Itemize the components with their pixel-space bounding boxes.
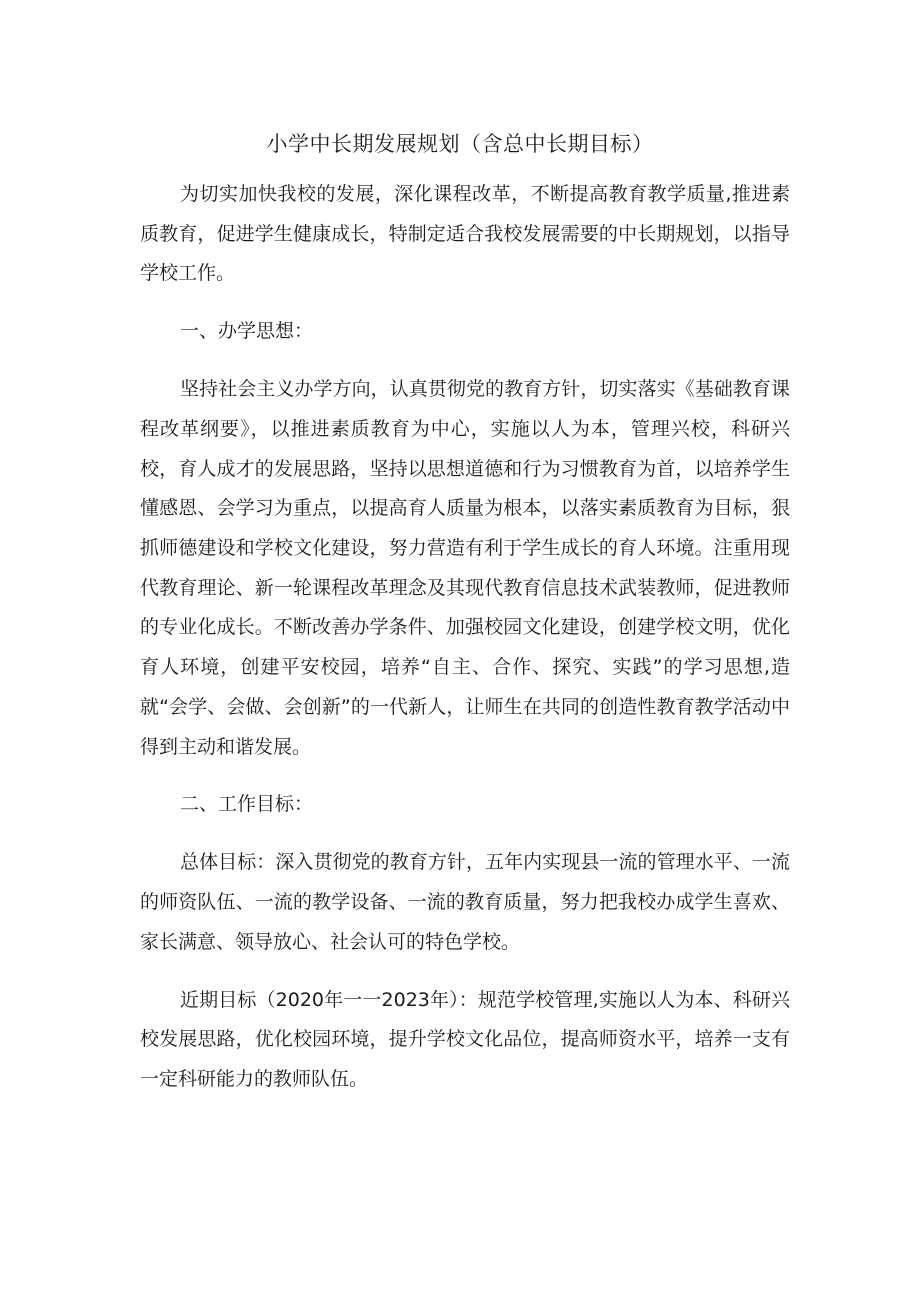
intro-paragraph: 为切实加快我校的发展，深化课程改革，不断提高教育教学质量,推进素质教育，促进学生健康成长，特制定适合我校发展需要的中长期规划，以指导学校工作。 (140, 183, 790, 285)
philosophy-paragraph: 坚持社会主义办学方向，认真贯彻党的教育方针，切实落实《基础教育课程改革纲要》，以推进素质教育为中心，实施以人为本，管理兴校，科研兴校，育人成才的发展思路，坚持以思想道德和行为习惯教育为首，以培养学生懂感恩、会学习为重点，以提高育人质量为根本，以落实素质教育为目标，狠抓师德建设和学校文化建设，努力营造有利于学生成长的育人环境。注重用现代教育理论、新一轮课程改革理念及其现代教育信息技术武装教师，促进教师的专业化成长。不断改善办学条件、加强校园文化建设，创建学校文明，优化育人环境，创建平安校园，培养“自主、合作、探究、实践”的学习思想,造就“会学、会做、会创新”的一代新人，让师生在共同的创造性教育教学活动中得到主动和谐发展。 (140, 378, 790, 758)
overall-goal-paragraph: 总体目标：深入贯彻党的教育方针，五年内实现县一流的管理水平、一流的师资队伍、一流的教学设备、一流的教育质量，努力把我校办成学生喜欢、家长满意、领导放心、社会认可的特色学校。 (140, 851, 790, 953)
section-heading-philosophy: 一、办学思想： (180, 320, 314, 343)
section-heading-goals: 二、工作目标： (180, 793, 314, 816)
near-term-goal-paragraph: 近期目标（2020年一一2023年）：规范学校管理,实施以人为本、科研兴校发展思路，优化校园环境，提升学校文化品位，提高师资水平，培养一支有一定科研能力的教师队伍。 (140, 988, 790, 1090)
document-body (140, 175, 790, 1118)
document-title: 小学中长期发展规划（含总中长期目标） (266, 132, 654, 156)
